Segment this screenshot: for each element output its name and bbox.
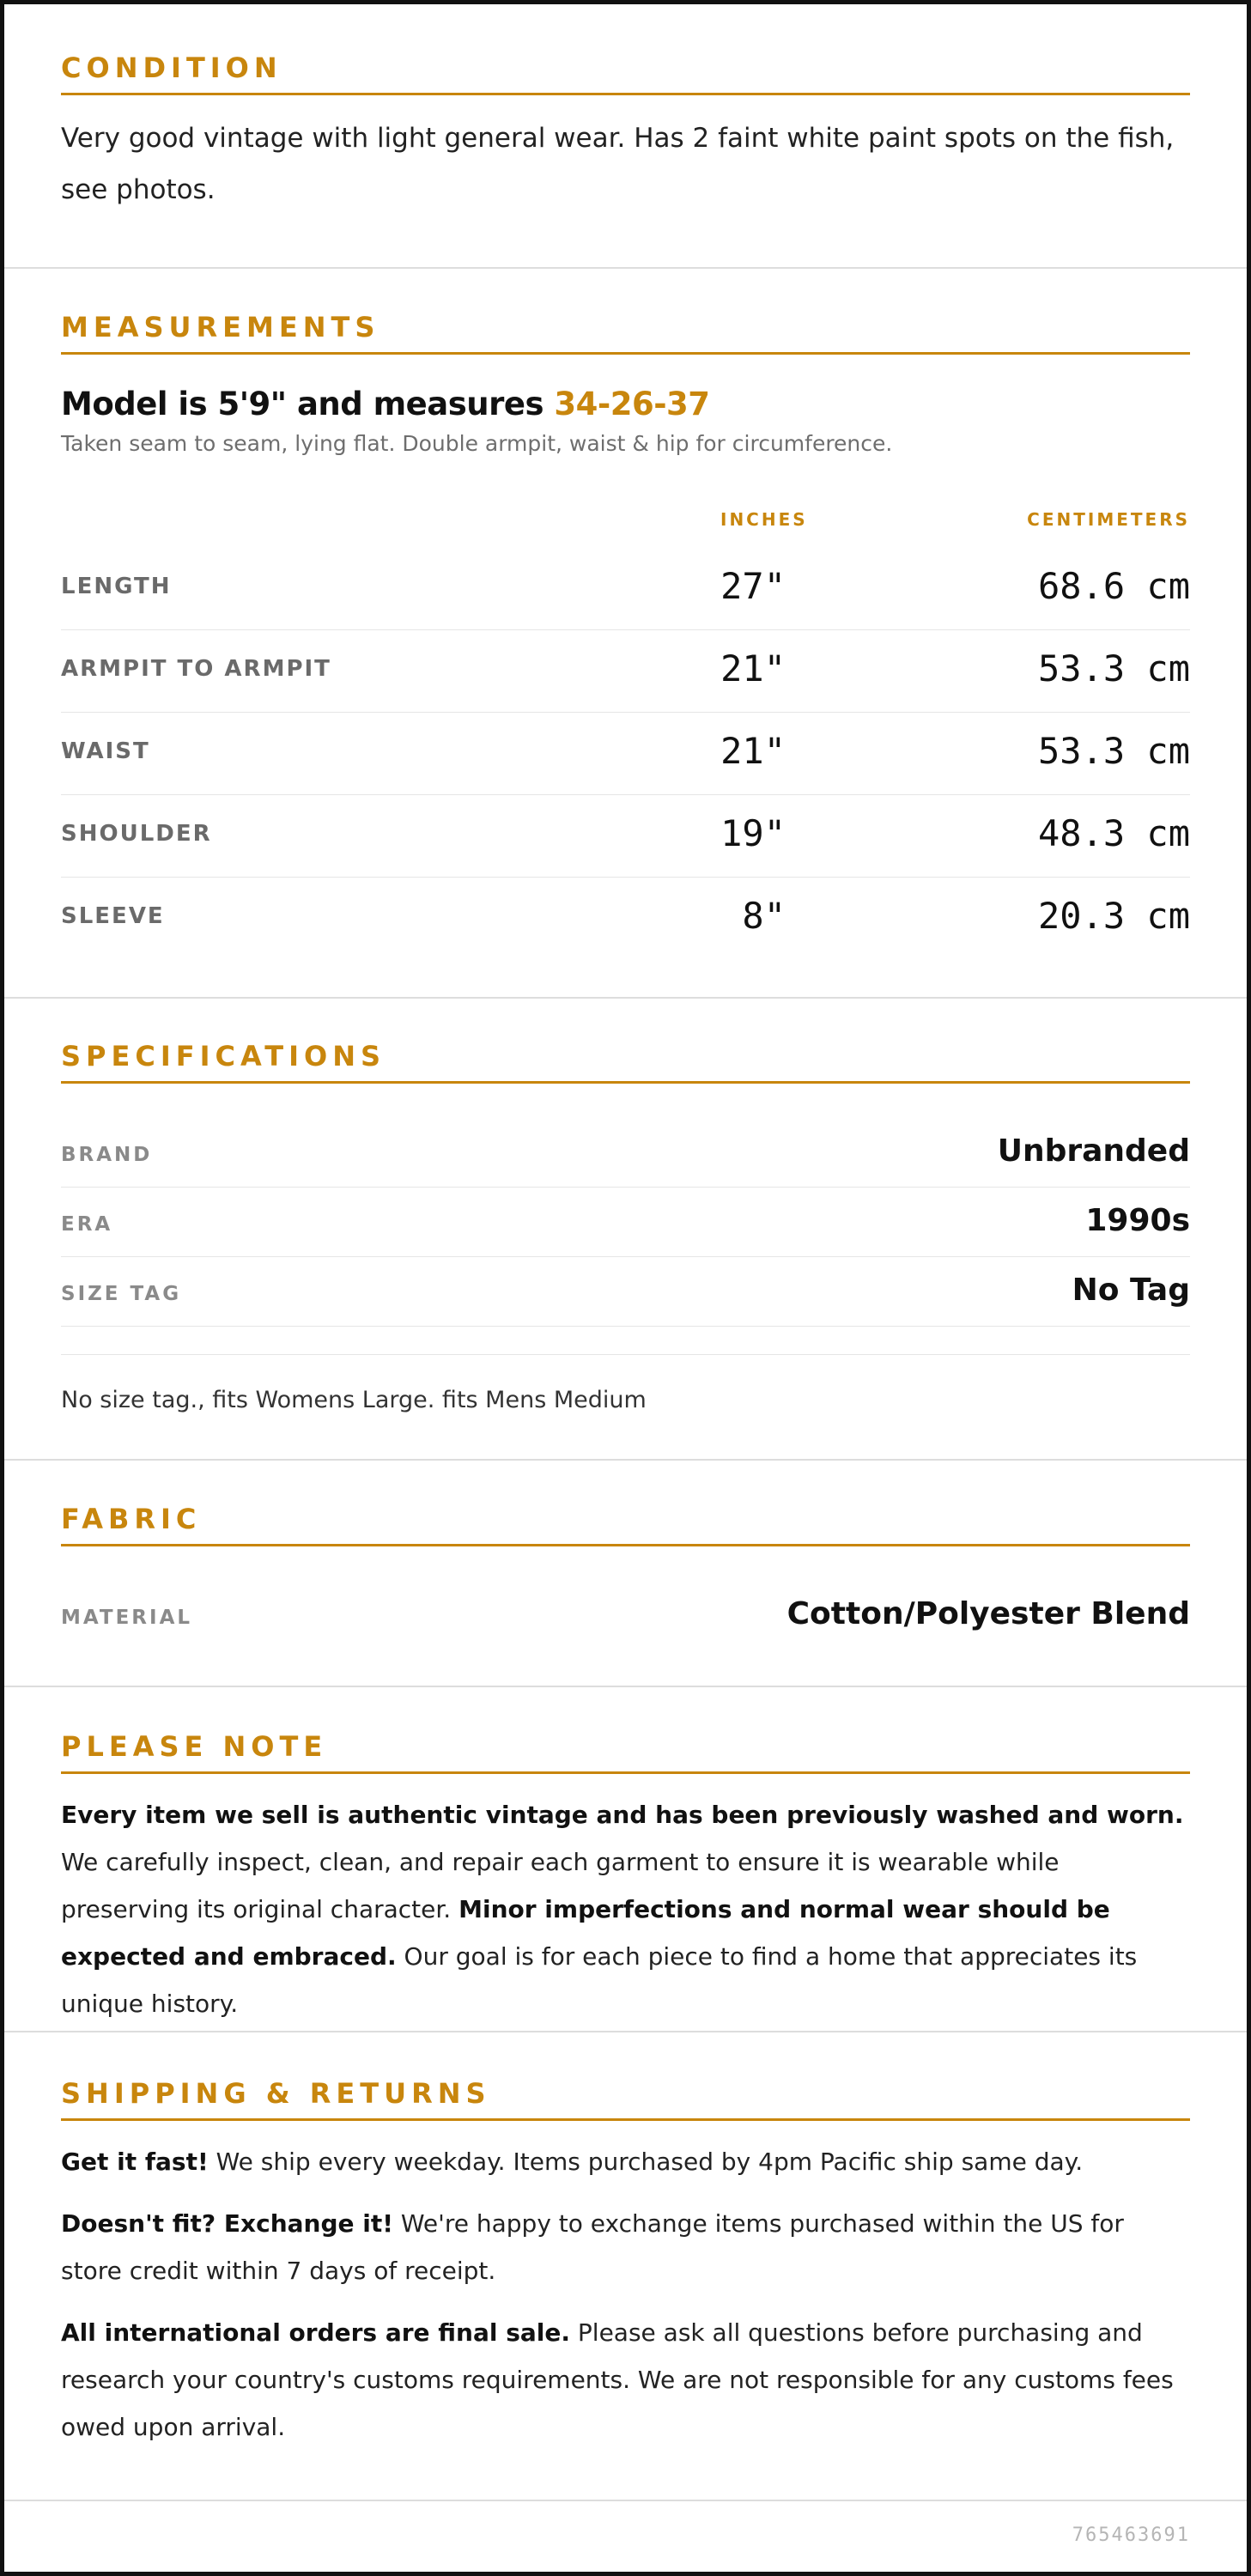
measurement-row — [61, 630, 1190, 713]
international-bold: All international orders are final sale. — [61, 2318, 571, 2347]
measurements-heading: MEASUREMENTS — [61, 311, 1190, 355]
measurement-cm: 20.3 cm — [1037, 895, 1190, 937]
condition-section — [4, 52, 1247, 269]
measurement-note: Taken seam to seam, lying flat. Double armpit, waist & hip for circumference. — [61, 431, 893, 456]
fabric-heading: FABRIC — [61, 1503, 1190, 1546]
spec-label: SIZE TAG — [61, 1283, 182, 1305]
measurement-inches: 19" — [720, 812, 786, 854]
condition-heading: CONDITION — [61, 52, 1190, 95]
spec-value: 1990s — [1085, 1203, 1190, 1238]
shipping-bold: Get it fast! — [61, 2148, 209, 2176]
international-paragraph — [61, 2309, 1190, 2451]
measurement-row — [61, 713, 1190, 795]
spec-row — [61, 1257, 1190, 1327]
condition-text: Very good vintage with light general wear. Has 2 faint white paint spots on the fish, see photos. — [61, 123, 1175, 205]
note-text-2: Our goal is for each piece to find a home that appreciates its unique history. — [61, 1942, 1138, 2018]
material-row — [61, 1581, 1190, 1650]
material-value: Cotton/Polyester Blend — [786, 1596, 1190, 1631]
measurement-cm: 53.3 cm — [1037, 730, 1190, 772]
measurement-inches: 21" — [720, 647, 786, 690]
model-prefix: Model is 5'9" and measures — [61, 386, 555, 422]
measurement-label: SHOULDER — [61, 821, 212, 847]
measurement-row — [61, 548, 1190, 630]
note-text-1: We carefully inspect, clean, and repair each garment to ensure it is wearable while preserving its original character. — [61, 1848, 1060, 1923]
measurement-inches: 27" — [720, 565, 786, 607]
measurement-row — [61, 795, 1190, 878]
sku-number: 765463691 — [1072, 2524, 1190, 2546]
model-figure: 34-26-37 — [554, 386, 710, 422]
note-bold-2: Minor imperfections and normal wear should be expected and embraced. — [61, 1895, 1110, 1971]
size-note: No size tag., fits Womens Large. fits Mens Medium — [61, 1387, 647, 1413]
note-bold-1: Every item we sell is authentic vintage and has been previously washed and worn. — [61, 1801, 1184, 1829]
specifications-heading: SPECIFICATIONS — [61, 1040, 1190, 1084]
column-header-centimeters: CENTIMETERS — [1027, 509, 1190, 530]
please-note-text — [61, 1791, 1190, 2027]
spec-value: No Tag — [1072, 1273, 1190, 1308]
spec-value: Unbranded — [997, 1133, 1190, 1169]
measurement-label: ARMPIT TO ARMPIT — [61, 656, 331, 682]
spec-divider — [61, 1354, 1190, 1355]
spec-label: BRAND — [61, 1144, 153, 1166]
shipping-content — [61, 2138, 1190, 2451]
model-measurements — [61, 386, 1190, 422]
please-note-section — [4, 1730, 1247, 2032]
spec-label: ERA — [61, 1213, 113, 1236]
shipping-section — [4, 2077, 1247, 2501]
shipping-heading: SHIPPING & RETURNS — [61, 2077, 1190, 2121]
shipping-text: We ship every weekday. Items purchased by 4pm Pacific ship same day. — [208, 2148, 1084, 2176]
measurement-inches: 8" — [742, 895, 786, 937]
column-header-inches: INCHES — [720, 509, 808, 530]
measurement-cm: 68.6 cm — [1037, 565, 1190, 607]
measurement-cm: 48.3 cm — [1037, 812, 1190, 854]
measurement-label: SLEEVE — [61, 903, 165, 929]
measurement-inches: 21" — [720, 730, 786, 772]
measurement-row — [61, 878, 1190, 960]
measurement-label: WAIST — [61, 738, 150, 764]
measurement-label: LENGTH — [61, 574, 172, 599]
please-note-heading: PLEASE NOTE — [61, 1730, 1190, 1774]
spec-row — [61, 1188, 1190, 1257]
returns-text: We're happy to exchange items purchased within the US for store credit within 7 days of receipt. — [61, 2209, 1124, 2285]
measurement-cm: 53.3 cm — [1037, 647, 1190, 690]
returns-paragraph — [61, 2200, 1190, 2294]
returns-bold: Doesn't fit? Exchange it! — [61, 2209, 393, 2238]
international-text: Please ask all questions before purchasing and research your country's customs requirements. We are not responsible for any customs fees owed upon arrival. — [61, 2318, 1174, 2441]
spec-row — [61, 1118, 1190, 1188]
shipping-paragraph — [61, 2138, 1190, 2185]
material-label: MATERIAL — [61, 1607, 193, 1629]
